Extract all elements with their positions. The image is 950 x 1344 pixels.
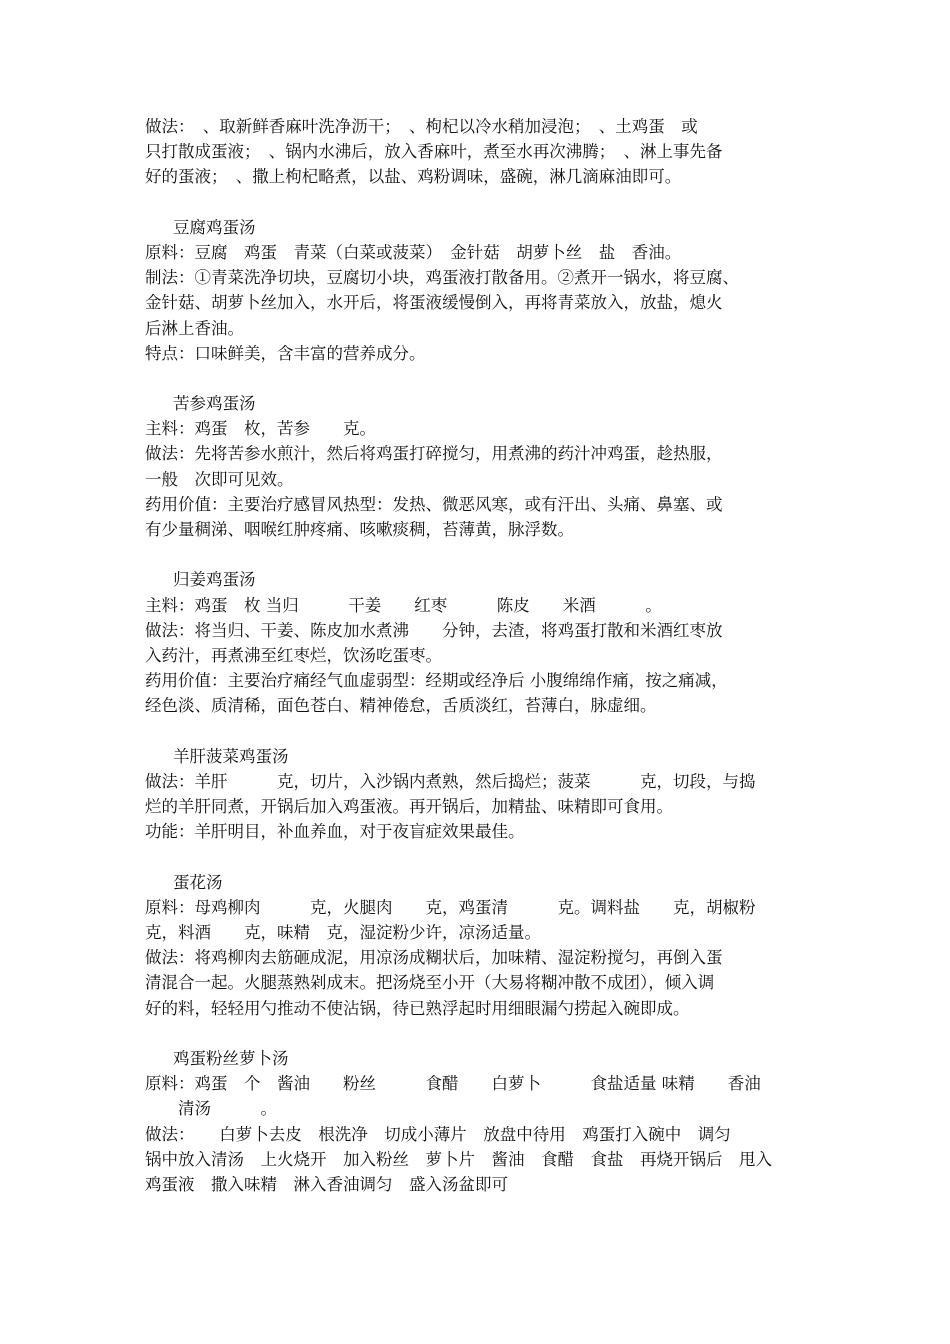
section-gap bbox=[145, 542, 815, 567]
text-line: 做法： 、取新鲜香麻叶洗净沥干； 、枸杞以冷水稍加浸泡； 、土鸡蛋 或 bbox=[145, 117, 698, 136]
text-line: 一般 次即可见效。 bbox=[145, 469, 294, 489]
text-line: 主料：鸡蛋 枚 当归 干姜 红枣 陈皮 米酒 。 bbox=[145, 595, 662, 615]
recipe-title: 蛋花汤 bbox=[173, 872, 223, 892]
section-gap bbox=[145, 1021, 815, 1046]
recipe-section-kushen-egg-soup bbox=[145, 391, 815, 542]
text-line: 原料：鸡蛋 个 酱油 粉丝 食醋 白萝卜 食盐适量 味精 香油 bbox=[145, 1074, 761, 1094]
text-line: 做法：先将苦参水煎汁，然后将鸡蛋打碎搅匀，用煮沸的药汁冲鸡蛋，趁热服， bbox=[145, 444, 723, 464]
recipe-section-egg-drop-soup bbox=[145, 870, 815, 1021]
section-gap bbox=[145, 190, 815, 215]
text-line: 药用价值：主要治疗痛经气血虚弱型：经期或经净后 小腹绵绵作痛，按之痛减， bbox=[145, 671, 728, 691]
text-line: 只打散成蛋液； 、锅内水沸后，放入香麻叶，煮至水再次沸腾； 、淋上事先备 bbox=[145, 142, 723, 162]
text-line: 入药汁，再煮沸至红枣烂，饮汤吃蛋枣。 bbox=[145, 645, 442, 665]
text-line: 好的蛋液； 、撒上枸杞略煮，以盐、鸡粉调味，盛碗，淋几滴麻油即可。 bbox=[145, 167, 682, 187]
section-gap bbox=[145, 844, 815, 869]
text-line: 原料：母鸡柳肉 克，火腿肉 克，鸡蛋清 克。调料盐 克，胡椒粉 bbox=[145, 897, 756, 917]
text-line: 做法：将鸡柳肉去筋砸成泥，用凉汤成糊状后，加味精、湿淀粉搅匀，再倒入蛋 bbox=[145, 948, 723, 968]
text-line: 清混合一起。火腿蒸熟剁成末。把汤烧至小开（大易将糊冲散不成团），倾入调 bbox=[145, 973, 715, 993]
recipe-title: 归姜鸡蛋汤 bbox=[173, 570, 256, 590]
recipe-title: 苦参鸡蛋汤 bbox=[173, 394, 256, 414]
text-line: 特点：口味鲜美，含丰富的营养成分。 bbox=[145, 343, 426, 363]
text-line: 清汤 。 bbox=[145, 1099, 277, 1119]
text-line: 鸡蛋液 撒入味精 淋入香油调匀 盛入汤盆即可 bbox=[145, 1174, 508, 1194]
text-line: 烂的羊肝同煮，开锅后加入鸡蛋液。再开锅后，加精盐、味精即可食用。 bbox=[145, 797, 673, 817]
text-line: 克，料酒 克，味精 克，湿淀粉少许，凉汤适量。 bbox=[145, 923, 541, 942]
text-line: 金针菇、胡萝卜丝加入，水开后，将蛋液缓慢倒入，再将青菜放入，放盐，熄火 bbox=[145, 293, 723, 313]
text-line: 锅中放入清汤 上火烧开 加入粉丝 萝卜片 酱油 食醋 食盐 再烧开锅后 甩入 bbox=[145, 1149, 772, 1169]
text-line: 制法：①青菜洗净切块，豆腐切小块，鸡蛋液打散备用。②煮开一锅水，将豆腐、 bbox=[145, 268, 739, 288]
recipe-title: 鸡蛋粉丝萝卜汤 bbox=[173, 1048, 289, 1068]
section-gap bbox=[145, 719, 815, 744]
recipe-section-lamb-liver-spinach-egg-soup bbox=[145, 744, 815, 845]
recipe-section-egg-vermicelli-radish-soup bbox=[145, 1046, 815, 1197]
text-line: 经色淡、质清稀，面色苍白、精神倦怠，舌质淡红，苔薄白，脉虚细。 bbox=[145, 696, 657, 716]
text-line: 药用价值：主要治疗感冒风热型：发热、微恶风寒，或有汗出、头痛、鼻塞、或 bbox=[145, 494, 723, 514]
text-line: 做法： 白萝卜去皮 根洗净 切成小薄片 放盘中待用 鸡蛋打入碗中 调匀 bbox=[145, 1124, 731, 1144]
text-line: 好的料，轻轻用勺推动不使沾锅，待已熟浮起时用细眼漏勺捞起入碗即成。 bbox=[145, 998, 690, 1018]
recipe-section-intro bbox=[145, 114, 815, 190]
text-line: 主料：鸡蛋 枚，苦参 克。 bbox=[145, 419, 376, 439]
text-line: 后淋上香油。 bbox=[145, 318, 244, 338]
text-line: 有少量稠涕、咽喉红肿疼痛、咳嗽痰稠，苔薄黄，脉浮数。 bbox=[145, 520, 574, 539]
text-line: 原料：豆腐 鸡蛋 青菜（白菜或菠菜） 金针菇 胡萝卜丝 盐 香油。 bbox=[145, 242, 682, 262]
document-page bbox=[145, 114, 815, 1197]
section-gap bbox=[145, 366, 815, 391]
text-line: 做法：将当归、干姜、陈皮加水煮沸 分钟，去渣，将鸡蛋打散和米酒红枣放 bbox=[145, 620, 723, 640]
recipe-section-guijiang-egg-soup bbox=[145, 567, 815, 718]
text-line: 做法：羊肝 克，切片，入沙锅内煮熟，然后捣烂；菠菜 克，切段，与捣 bbox=[145, 771, 756, 791]
recipe-section-tofu-egg-soup bbox=[145, 215, 815, 366]
recipe-title: 豆腐鸡蛋汤 bbox=[173, 217, 256, 237]
recipe-title: 羊肝菠菜鸡蛋汤 bbox=[173, 746, 289, 766]
text-line: 功能：羊肝明目，补血养血，对于夜盲症效果最佳。 bbox=[145, 822, 525, 842]
